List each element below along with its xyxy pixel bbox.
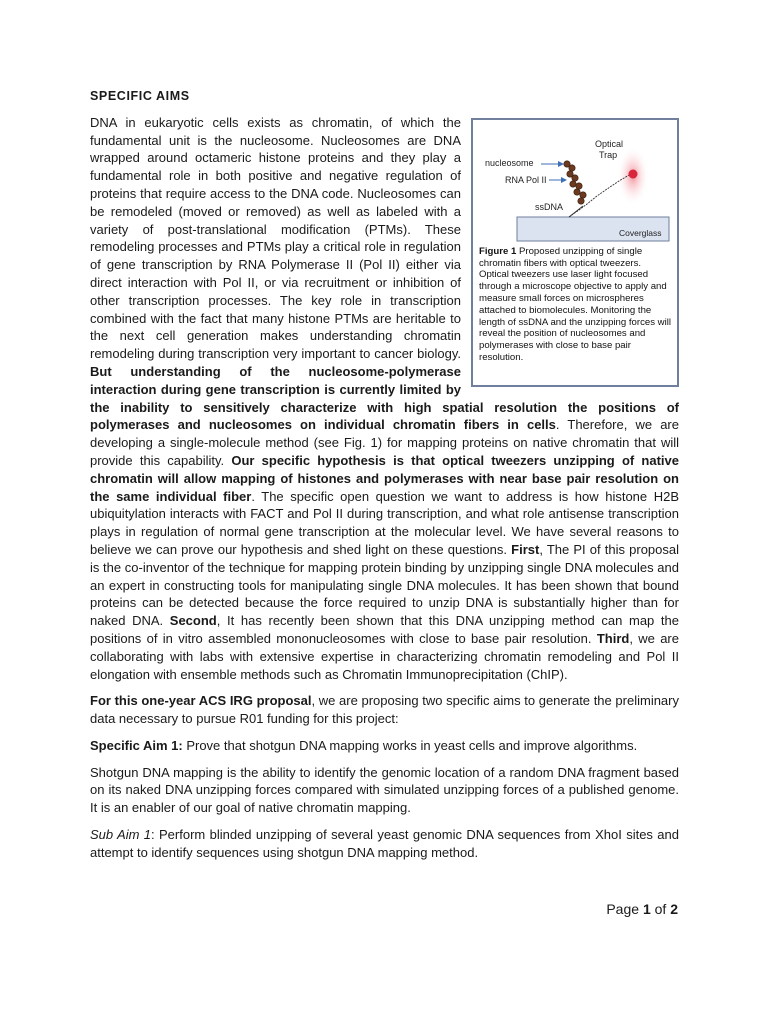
- aim1-label: Specific Aim 1:: [90, 737, 183, 753]
- intro-bold-first: First: [511, 541, 540, 557]
- label-coverglass: Coverglass: [619, 227, 662, 238]
- intro-text-2: . Therefore, we are developing a single-molecule method (see Fig. 1) for mapping proteins on native chromatin that will provide this capability.: [90, 417, 679, 468]
- footer-total-pages: 2: [670, 901, 678, 917]
- intro-text-4: , The PI of this proposal is the co-inventor of the technique for mapping protein binding by unzipping single DNA molecules and an expert in constructing tools for manipulating single DNA molecules. It has been shown that bound proteins can be detected because the force required to unzip DNA is substantially higher than for naked DNA.: [90, 541, 679, 629]
- intro-text-1: DNA in eukaryotic cells exists as chromatin, of which the fundamental unit is the nucleosome. Nucleosomes are DNA wrapped around octameric histone proteins and they play a fundamental role in both positive and negative regulation of proteins that require access to the DNA code. Nucleosomes can be remodeled (moved or removed) as well as labeled with a variety of post-translational modification (PTMs). These remodeling processes and PTMs play a critical role in regulation of gene transcription by RNA Polymerase II (Pol II) either via direct interaction with Pol II, or via recruitment or inhibition of other transcription processes. The key role in transcription combined with the fact that many histone PTMs are heritable to the next cell generation makes understanding chromatin remodeling during transcription very important to cancer biology.: [90, 114, 461, 362]
- proposal-bold: For this one-year ACS IRG proposal: [90, 693, 312, 709]
- page-content: [90, 88, 679, 871]
- trapped-bead: [629, 169, 638, 178]
- nucleosome-beads: [564, 161, 586, 204]
- label-rnapol: RNA Pol II: [505, 174, 547, 185]
- label-optical: Optical: [595, 138, 624, 149]
- intro-bold-2: Our specific hypothesis is that optical tweezers unzipping of native chromatin will allow mapping of histones and polymerases with near base pair resolution on the same individual fiber: [90, 452, 680, 504]
- intro-bold-1: But understanding of the nucleosome-polymerase interaction during gene transcription is currently limited by the inability to sensitively characterize with high spatial resolution the positions of polymerases and nucleosomes on individual chromatin fibers in cells: [90, 363, 679, 433]
- figure-caption-text: Proposed unzipping of single chromatin fibers with optical tweezers. Optical tweezers use laser light focused through a microscope objective to apply and measure small forces on microspheres attached to biomolecules. Monitoring the length of ssDNA and the unzipping forces will reveal the position of nucleosomes and polymerases with close to base pair resolution.: [479, 245, 671, 363]
- intro-bold-second: Second: [169, 613, 217, 629]
- figure-illustration: [473, 120, 677, 245]
- subaim-label: Sub Aim 1: [90, 827, 152, 843]
- proposal-text: , we are proposing two specific aims to generate the preliminary data necessary to pursue R01 funding for this project:: [90, 693, 679, 727]
- subaim-paragraph: [90, 826, 679, 862]
- section-heading: SPECIFIC AIMS: [90, 89, 190, 103]
- label-nucleosome: nucleosome: [485, 157, 534, 168]
- label-ssdna: ssDNA: [535, 201, 564, 212]
- label-trap: Trap: [599, 149, 618, 160]
- proposal-paragraph: [90, 692, 679, 728]
- footer-current-page: 1: [642, 901, 651, 917]
- ssdna-strand: [569, 206, 583, 217]
- figure-caption-label: Figure 1: [479, 245, 517, 257]
- aim1-paragraph: [90, 737, 679, 755]
- intro-text-5: , It has recently been shown that this DNA unzipping method can map the positions of in vitro assembled mononucleosomes with close to base pair resolution.: [90, 613, 679, 646]
- page-footer: [606, 901, 678, 917]
- intro-text-3: . The specific open question we want to address is how histone H2B ubiquitylation interacts with FACT and Pol II during transcription, and what role antisense transcription plays in regulation of normal gene transcription at the molecular level. We have several reasons to believe we can prove our hypothesis and shed light on these questions.: [90, 488, 679, 557]
- footer-of-word: of: [650, 901, 671, 917]
- footer-page-word: Page: [606, 901, 643, 917]
- figure-caption: [479, 246, 671, 364]
- subaim-text: : Perform blinded unzipping of several yeast genomic DNA sequences from XhoI sites and attempt to identify sequences using shotgun DNA mapping method.: [90, 827, 679, 860]
- intro-text-6: , we are collaborating with labs with extensive expertise in characterizing chromatin remodeling and Pol II elongation with ensemble methods such as Chromatin Immunoprecipitation (ChIP).: [90, 630, 679, 682]
- intro-bold-third: Third: [596, 630, 630, 646]
- shotgun-paragraph: Shotgun DNA mapping is the ability to identify the genomic location of a random DNA fragment based on its naked DNA unzipping forces compared with simulated unzipping forces of a published genome. It is an enabler of our goal of native chromatin mapping.: [90, 764, 679, 816]
- figure-1: [471, 118, 679, 387]
- aim1-text: Prove that shotgun DNA mapping works in yeast cells and improve algorithms.: [182, 737, 638, 753]
